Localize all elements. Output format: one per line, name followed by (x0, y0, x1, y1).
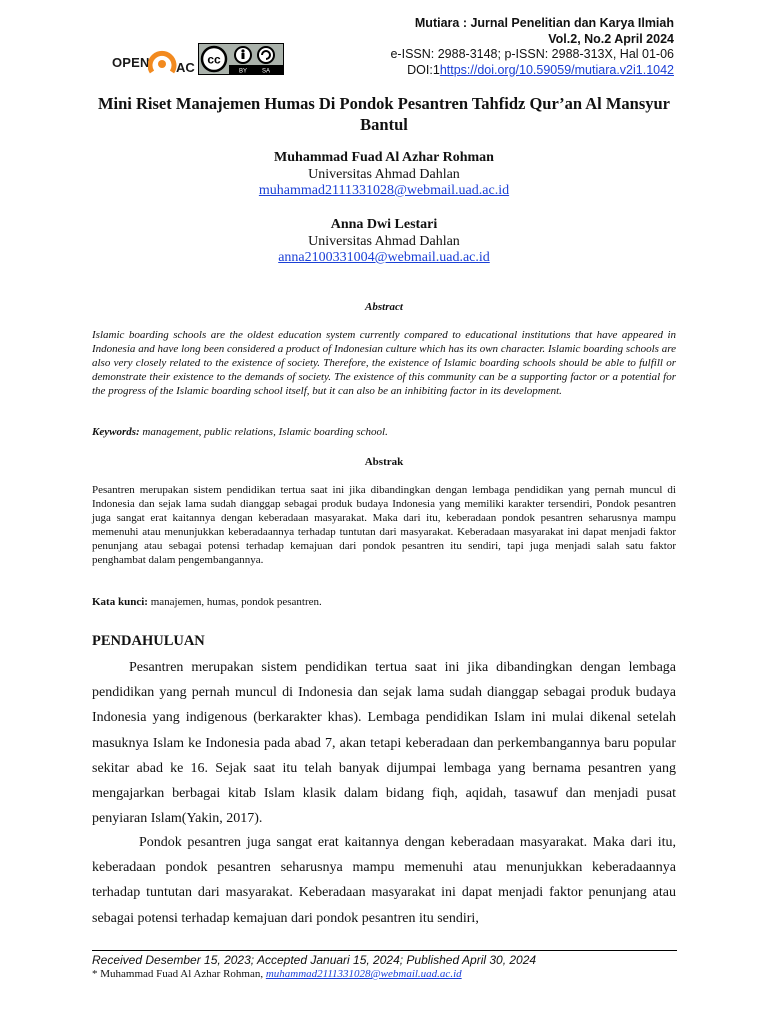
kata-kunci-value: manajemen, humas, pondok pesantren. (147, 596, 322, 608)
cc-sa-text: SA (261, 68, 271, 74)
abstract-heading: Abstract (365, 301, 403, 313)
abstrak-text: Pesantren merupakan sistem pendidikan tertua saat ini jika dibandingkan dengan lembaga pendidikan yang pernah muncul di Indonesia dan sejak lama sudah dianggap sebagai produk budaya Indonesia yang memiliki karakter tersendiri, Pondok pesantren juga sangat erat kaitannya dengan keberadaan masyarakat. Maka dari itu, keberadaan pondok pesantren seharusnya mampu memenuhi atau menunjukkan keberadaannya terhadap tuntutan dari masyarakat. Keberadaan masyarakat ini dapat menjadi faktor penunjang atau sebagai potensi terhadap kemajuan dari pondok pesantren itu sendiri, tapi juga menjadi salah satu faktor penghambat dalam pengembangannya. (92, 484, 676, 566)
doi-link[interactable]: https://doi.org/10.59059/mutiara.v2i1.1042 (439, 62, 674, 77)
journal-issn: e-ISSN: 2988-3148; p-ISSN: 2988-313X, Hal 01-06 (390, 47, 674, 61)
keywords-value: management, public relations, Islamic boarding school. (139, 426, 388, 438)
author-affiliation: Universitas Ahmad Dahlan (308, 233, 460, 249)
cc-license-badge[interactable] (198, 43, 284, 75)
footer-corresponding (92, 968, 462, 980)
corresponding-email-link[interactable]: muhammad2111331028@webmail.uad.ac.id (265, 968, 462, 980)
section-heading: PENDAHULUAN (92, 633, 205, 649)
journal-info (390, 16, 674, 78)
corresponding-author: * Muhammad Fuad Al Azhar Rohman, (92, 968, 266, 980)
abstract-text: Islamic boarding schools are the oldest education system currently compared to educational institutions that have appeared in Indonesia and have long been considered a product of Indonesian culture which has its own character. Islamic boarding schools are also very closely related to the existence of society. Therefore, the existence of Islamic boarding schools should be able to fulfill or demonstrate their existence to the demands of society. The existence of this community can be a supporting factor or a potential for the progress of the Islamic boarding school itself, but it can also be an inhibiting factor in its development. (92, 329, 676, 397)
body-paragraph-2: Pondok pesantren juga sangat erat kaitannya dengan keberadaan masyarakat. Maka dari itu, keberadaan pondok pesantren seharusnya mampu memenuhi atau menunjukkan keberadaannya terhadap tuntutan dari masyarakat. Keberadaan masyarakat ini dapat menjadi faktor penunjang atau sebagai potensi terhadap kemajuan dari pondok pesantren itu sendiri, (92, 835, 676, 926)
author-affiliation: Universitas Ahmad Dahlan (308, 166, 460, 182)
open-access-icon (148, 42, 198, 76)
footer-divider (92, 950, 677, 951)
paper-title: Mini Riset Manajemen Humas Di Pondok Pesantren Tahfidz Qur’an Al Mansyur Bantul (97, 94, 671, 134)
open-access-suffix: AC (176, 60, 195, 75)
footer-dates: Received Desember 15, 2023; Accepted Januari 15, 2024; Published April 30, 2024 (92, 953, 537, 967)
keywords-label: Keywords: (92, 426, 140, 438)
cc-by-text: BY (238, 68, 248, 74)
keywords (92, 426, 388, 438)
author-email-link[interactable]: anna2100331004@webmail.uad.ac.id (278, 250, 490, 265)
kata-kunci-label: Kata kunci: (92, 596, 148, 608)
abstrak-heading: Abstrak (364, 456, 404, 468)
cc-by-sa-icon (199, 44, 283, 74)
journal-doi (390, 63, 674, 79)
author-email-link[interactable]: muhammad2111331028@webmail.uad.ac.id (258, 183, 510, 198)
author-name: Muhammad Fuad Al Azhar Rohman (274, 150, 494, 165)
doi-prefix: DOI:1 (407, 62, 440, 77)
body-paragraph-1: Pesantren merupakan sistem pendidikan tertua saat ini jika dibandingkan dengan lembaga pendidikan yang pernah muncul di Indonesia dan sejak lama sudah dianggap sebagai produk budaya Indonesia yang indigenous (berkarakter khas). Lembaga pendidikan Islam ini mulai dikenal setelah masuknya Islam ke Indonesia pada abad 7, akan tetapi keberadaan dan perkembangannya baru popular sekitar abad ke 16. Sejak saat itu telah banyak dijumpai lembaga yang bernama pesantren yang mengajarkan berbagai kitab Islam klasik dalam bidang fiqh, aqidah, tasawuf dan menjadi pusat penyiaran Islam(Yakin, 2017). (92, 660, 676, 827)
journal-volume: Vol.2, No.2 April 2024 (548, 31, 674, 46)
author-name: Anna Dwi Lestari (330, 217, 438, 232)
open-access-label: OPEN (112, 55, 150, 70)
cc-text: cc (207, 52, 221, 67)
journal-name: Mutiara : Jurnal Penelitian dan Karya Ilmiah (414, 16, 674, 30)
author-block-1 (92, 150, 676, 200)
kata-kunci (92, 596, 322, 608)
author-block-2 (92, 217, 676, 267)
